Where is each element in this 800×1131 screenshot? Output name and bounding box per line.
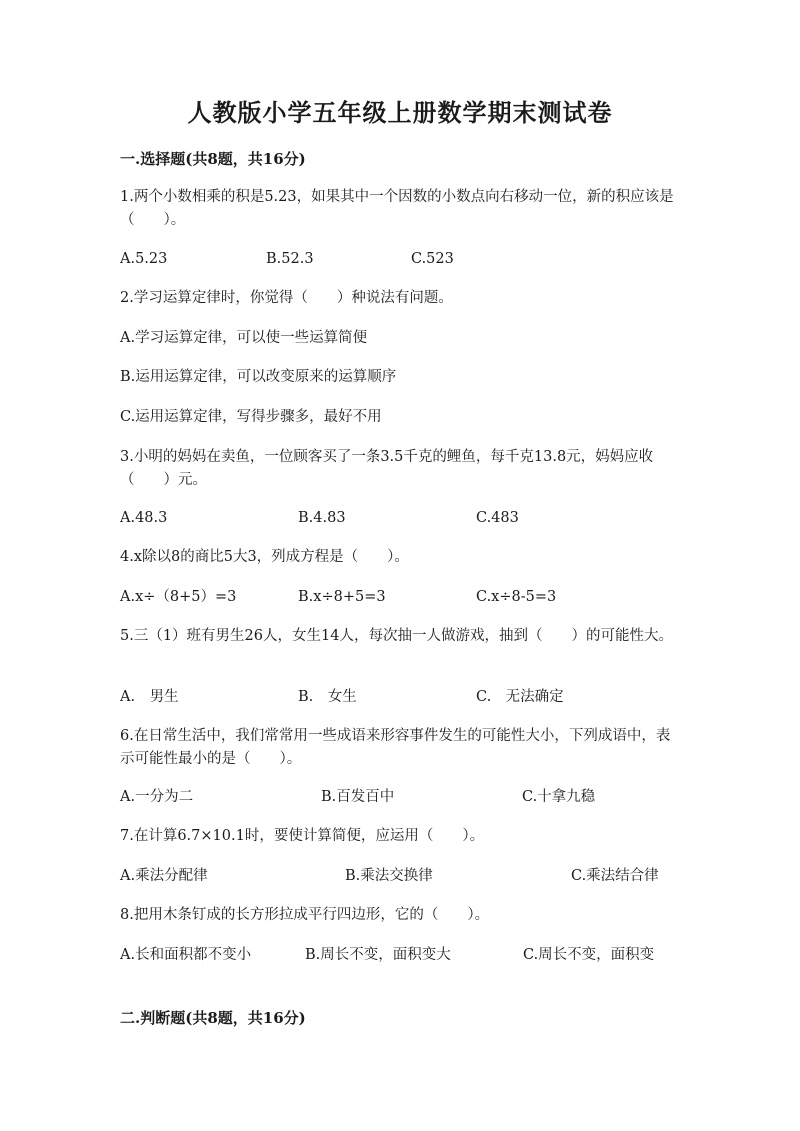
q7-option-b: B.乘法交换律: [345, 868, 433, 884]
q3-option-c: C.483: [476, 510, 519, 526]
q5-option-a: A. 男生: [120, 689, 179, 705]
q1-option-b: B.52.3: [266, 251, 314, 267]
q5-option-c: C. 无法确定: [476, 689, 564, 705]
q8-option-a: A.长和面积都不变小: [120, 947, 252, 963]
question-5: 5.三（1）班有男生26人，女生14人，每次抽一人做游戏，抽到（ ）的可能性大。: [120, 628, 673, 644]
q7-option-a: A.乘法分配律: [120, 868, 208, 884]
question-1: 1.两个小数相乘的积是5.23，如果其中一个因数的小数点向右移动一位，新的积应该是（ ）。: [120, 189, 674, 228]
q4-option-a: A.x÷（8+5）=3: [120, 589, 237, 605]
question-2: 2.学习运算定律时，你觉得（ ）种说法有问题。: [120, 290, 453, 306]
q3-option-a: A.48.3: [120, 510, 168, 526]
q3-option-b: B.4.83: [298, 510, 346, 526]
q6-option-c: C.十拿九稳: [522, 789, 596, 805]
q2-option-b: B.运用运算定律，可以改变原来的运算顺序: [120, 369, 397, 385]
q6-option-b: B.百发百中: [321, 789, 395, 805]
page-title: 人教版小学五年级上册数学期末测试卷: [187, 98, 613, 127]
q2-option-c: C.运用运算定律，写得步骤多，最好不用: [120, 409, 382, 425]
q4-option-b: B.x÷8+5=3: [298, 589, 386, 605]
q4-option-c: C.x÷8-5=3: [476, 589, 557, 605]
question-8: 8.把用木条钉成的长方形拉成平行四边形，它的（ ）。: [120, 907, 490, 923]
q1-option-a: A.5.23: [120, 251, 168, 267]
question-7: 7.在计算6.7×10.1时，要使计算简便，应运用（ ）。: [120, 828, 485, 844]
q8-option-c: C.周长不变，面积变: [523, 947, 655, 963]
q1-option-c: C.523: [411, 251, 454, 267]
question-6: 6.在日常生活中，我们常常用一些成语来形容事件发生的可能性大小，下列成语中，表示可能性最小的是（ ）。: [120, 728, 671, 767]
question-4: 4.x除以8的商比5大3，列成方程是（ ）。: [120, 549, 409, 565]
section-heading-choice: 一.选择题(共8题，共16分): [120, 150, 306, 168]
q7-option-c: C.乘法结合律: [571, 868, 659, 884]
q8-option-b: B.周长不变，面积变大: [305, 947, 451, 963]
question-3: 3.小明的妈妈在卖鱼，一位顾客买了一条3.5千克的鲤鱼，每千克13.8元，妈妈应收（ ）元。: [120, 449, 654, 488]
q6-option-a: A.一分为二: [120, 789, 194, 805]
q5-option-b: B. 女生: [298, 689, 357, 705]
q2-option-a: A.学习运算定律，可以使一些运算简便: [120, 330, 368, 346]
section-heading-judgement: 二.判断题(共8题，共16分): [120, 1009, 306, 1027]
